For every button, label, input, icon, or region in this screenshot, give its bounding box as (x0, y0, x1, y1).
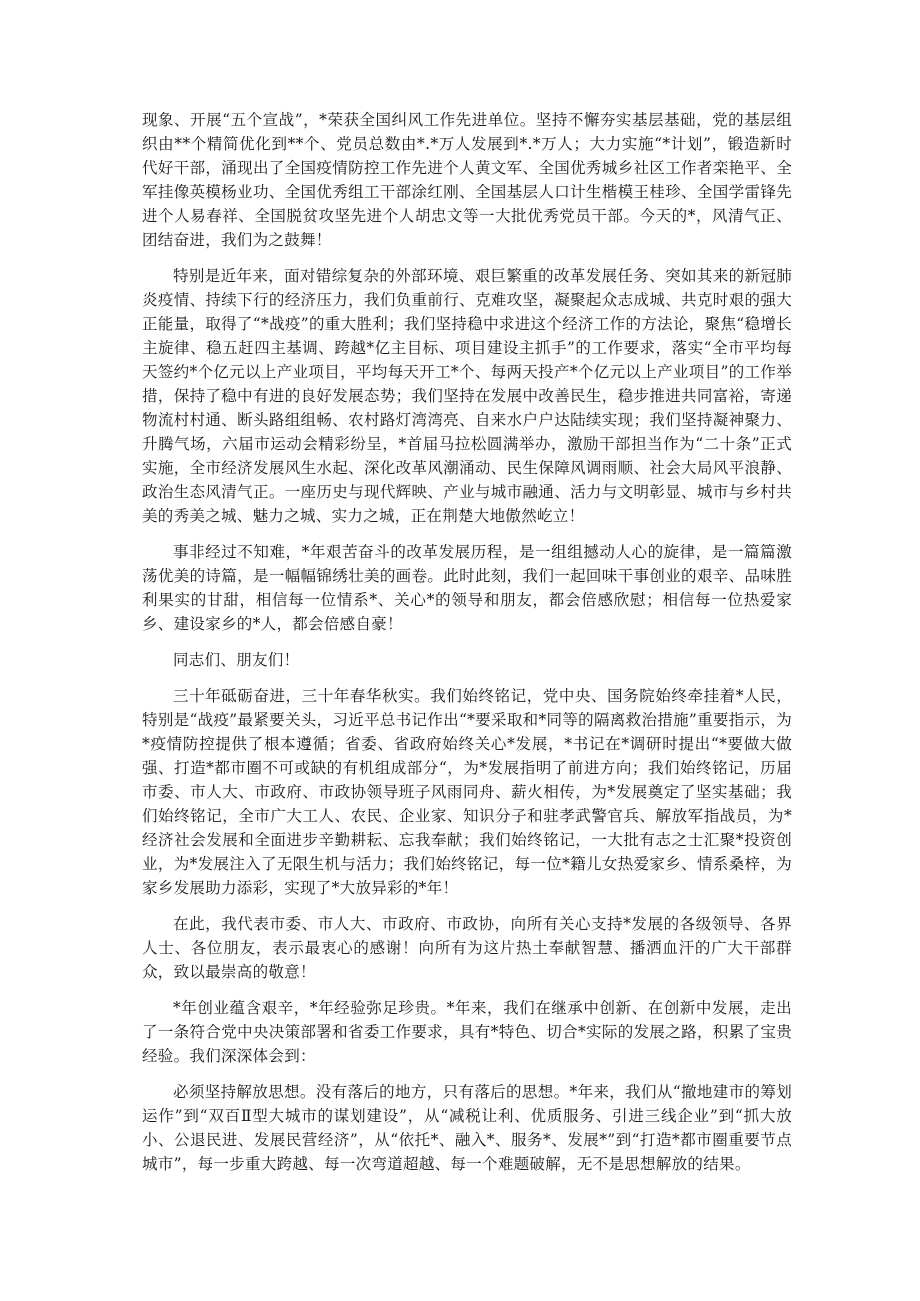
document-body (142, 108, 792, 1188)
paragraph-6: 在此，我代表市委、市人大、市政府、市政协，向所有关心支持*发展的各级领导、各界人士、各位朋友，表示最衷心的感谢！向所有为这片热土奉献智慧、播洒血汗的广大干部群众，致以最崇高的敬意！ (142, 915, 792, 981)
paragraph-5: 三十年砥砺奋进，三十年春华秋实。我们始终铭记，党中央、国务院始终牵挂着*人民，特别是“战疫”最紧要关头，习近平总书记作出“*要采取和*同等的隔离救治措施”重要指示，为*疫情防控提供了根本遵循；省委、省政府始终关心*发展，*书记在*调研时提出“*要做大做强、打造*都市圈不可或缺的有机组成部分“，为*发展指明了前进方向；我们始终铭记，历届市委、市人大、市政府、市政协领导班子风雨同舟、薪火相传，为*发展奠定了坚实基础；我们始终铭记，全市广大工人、农民、企业家、知识分子和驻孝武警官兵、解放军指战员，为*经济社会发展和全面进步辛勤耕耘、忘我奉献；我们始终铭记，一大批有志之士汇聚*投资创业，为*发展注入了无限生机与活力；我们始终铭记，每一位*籍儿女热爱家乡、情系桑梓，为家乡发展助力添彩，实现了*大放异彩的*年！ (142, 687, 792, 897)
paragraph-3: 事非经过不知难，*年艰苦奋斗的改革发展历程，是一组组撼动人心的旋律，是一篇篇激荡优美的诗篇，是一幅幅锦绣壮美的画卷。此时此刻，我们一起回味干事创业的艰辛、品味胜利果实的甘甜，相信每一位情系*、关心*的领导和朋友，都会倍感欣慰；相信每一位热爱家乡、建设家乡的*人，都会倍感自豪！ (142, 543, 792, 633)
paragraph-1: 现象、开展“五个宣战”，*荣获全国纠风工作先进单位。坚持不懈夯实基层基础，党的基层组织由**个精简优化到**个、党员总数由*.*万人发展到*.*万人；大力实施“*计划”，锻造新时代好干部，涌现出了全国疫情防控工作先进个人黄文军、全国优秀城乡社区工作者栾艳平、全军挂像英模杨业功、全国优秀组工干部涂红刚、全国基层人口计生楷模王桂珍、全国学雷锋先进个人易春祥、全国脱贫攻坚先进个人胡忠文等一大批优秀党员干部。今天的*，风清气正、团结奋进，我们为之鼓舞！ (142, 111, 792, 249)
paragraph-4: 同志们、朋友们！ (173, 651, 300, 669)
paragraph-8: 必须坚持解放思想。没有落后的地方，只有落后的思想。*年来，我们从“撤地建市的筹划运作”到“双百Ⅱ型大城市的谋划建设”，从“减税让利、优质服务、引进三线企业”到“抓大放小、公退民进、发展民营经济”，从“依托*、融入*、服务*、发展*”到“打造*都市圈重要节点城市”，每一步重大跨越、每一次弯道超越、每一个难题破解，无不是思想解放的结果。 (142, 1083, 792, 1173)
paragraph-7: *年创业蕴含艰辛，*年经验弥足珍贵。*年来，我们在继承中创新、在创新中发展，走出了一条符合党中央决策部署和省委工作要求，具有*特色、切合*实际的发展之路，积累了宝贵经验。我们深深体会到： (142, 999, 792, 1065)
paragraph-2: 特别是近年来，面对错综复杂的外部环境、艰巨繁重的改革发展任务、突如其来的新冠肺炎疫情、持续下行的经济压力，我们负重前行、克难攻坚，凝聚起众志成城、共克时艰的强大正能量，取得了“*战疫”的重大胜利；我们坚持稳中求进这个经济工作的方法论，聚焦“稳增长主旋律、稳五赶四主基调、跨越*亿主目标、项目建设主抓手”的工作要求，落实“全市平均每天签约*个亿元以上产业项目，平均每天开工*个、每两天投产*个亿元以上产业项目”的工作举措，保持了稳中有进的良好发展态势；我们坚持在发展中改善民生，稳步推进共同富裕，寄递物流村村通、断头路组组畅、农村路灯湾湾亮、自来水户户达陆续实现；我们坚持凝神聚力、升腾气场，六届市运动会精彩纷呈，*首届马拉松圆满举办，激励干部担当作为“二十条”正式实施，全市经济发展风生水起、深化改革风潮涌动、民生保障风调雨顺、社会大局风平浪静、政治生态风清气正。一座历史与现代辉映、产业与城市融通、活力与文明彰显、城市与乡村共美的秀美之城、魅力之城、实力之城，正在荆楚大地傲然屹立！ (142, 267, 792, 525)
